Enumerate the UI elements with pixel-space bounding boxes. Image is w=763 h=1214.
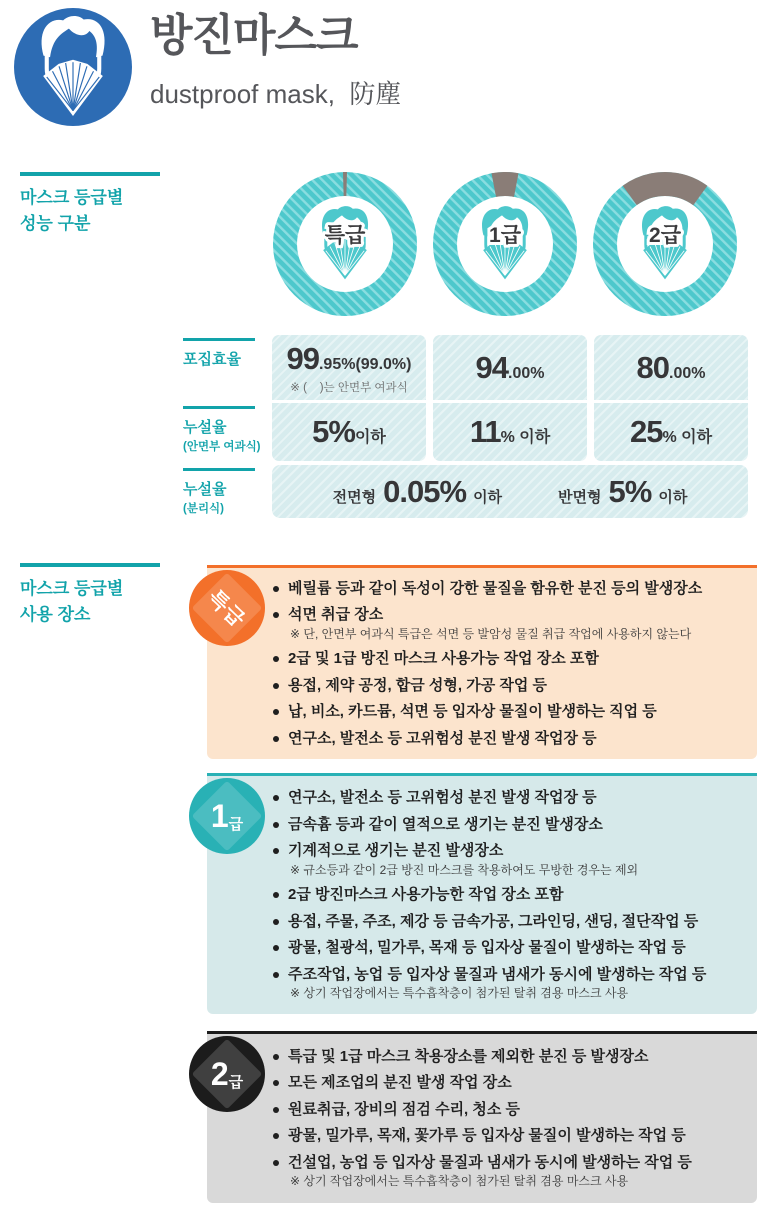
bullet-dot: [273, 1133, 279, 1139]
grade-donut-chart: [433, 172, 577, 316]
bullet-dot: [273, 1160, 279, 1166]
label-rule: [183, 338, 255, 341]
bullet-dot: [273, 892, 279, 898]
donut-grade-label: 2급: [649, 224, 681, 247]
usage-item-text: 광물, 밀가루, 목재, 꽃가루 등 입자상 물질이 발생하는 작업 등: [288, 1127, 686, 1145]
usage-item-list: [207, 568, 757, 759]
bullet-dot: [273, 795, 279, 801]
label-rule: [183, 468, 255, 471]
grade-badge: [189, 570, 265, 646]
bullet-dot: [273, 1080, 279, 1086]
grade-badge: [189, 778, 265, 854]
usage-item: [273, 605, 743, 642]
usage-item: [273, 965, 743, 1002]
bullet-dot: [273, 586, 279, 592]
usage-item-text: 납, 비소, 카드뮴, 석면 등 입자상 물질이 발생하는 직업 등: [288, 703, 657, 721]
usage-item: [273, 841, 743, 878]
bullet-dot: [273, 848, 279, 854]
usage-item-text: 연구소, 발전소 등 고위험성 분진 발생 작업장 등: [288, 789, 597, 807]
cell-leakage-special: 5% 이하: [272, 403, 426, 461]
logo-svg: [14, 8, 132, 126]
usage-item-text: 모든 제조업의 분진 발생 작업 장소: [288, 1074, 512, 1092]
usage-item-text: 주조작업, 농업 등 입자상 물질과 냄새가 동시에 발생하는 작업 등: [288, 965, 707, 983]
usage-item: [273, 1073, 743, 1093]
usage-item-text: 용접, 주물, 주조, 제강 등 금속가공, 그라인딩, 샌딩, 절단작업 등: [288, 912, 699, 930]
row-label-leakage-separable: 누설율 (분리식): [183, 468, 271, 516]
donut-grade-label: 1급: [489, 224, 521, 247]
usage-item-text: 건설업, 농업 등 입자상 물질과 냄새가 동시에 발생하는 작업 등: [288, 1153, 692, 1171]
bullet-dot: [273, 736, 279, 742]
usage-block-2: [207, 773, 757, 1014]
usage-item-list: [207, 1034, 757, 1203]
grade-donut-chart: [273, 172, 417, 316]
page-subtitle: dustproof mask, 防塵: [150, 79, 402, 110]
bullet-dot: [273, 919, 279, 925]
section-accent-bar: [20, 172, 160, 176]
grade-badge-label: 1: [210, 798, 229, 834]
usage-item-note: ※ 규소등과 같이 2급 방진 마스크를 착용하여도 무방한 경우는 제외: [290, 862, 639, 877]
grade-donut-charts: [273, 172, 737, 316]
donut-grade-label: 특급: [324, 224, 366, 247]
cell-footnote: ※ ( )는 안면부 여과식: [290, 381, 408, 394]
bullet-dot: [273, 709, 279, 715]
usage-item: [273, 885, 743, 905]
usage-item: [273, 815, 743, 835]
usage-item: [273, 788, 743, 808]
grade-badge-label: 2: [210, 1056, 229, 1092]
section-usage-label: [20, 563, 180, 629]
usage-item-note: ※ 단, 안면부 여과식 특급은 석면 등 발암성 물질 취급 작업에 사용하지 않는다: [290, 626, 692, 641]
section-title-line: 마스크 등급별: [20, 188, 124, 207]
usage-item-text: 원료취급, 장비의 점검 수리, 청소 등: [288, 1100, 521, 1118]
usage-item: [273, 702, 743, 722]
section-title-line: 성능 구분: [20, 214, 91, 234]
usage-item-text: 2급 방진마스크 사용가능한 작업 장소 포함: [288, 886, 564, 904]
usage-item: [273, 1153, 743, 1190]
usage-item-text: 석면 취급 장소: [288, 606, 384, 624]
usage-item-note: ※ 상기 작업장에서는 특수흡착층이 첨가된 탈취 겸용 마스크 사용: [290, 986, 629, 1001]
usage-item: [273, 938, 743, 958]
cell-efficiency-grade2: 80 .00%: [594, 335, 748, 400]
cell-leakage-grade2: 25 % 이하: [594, 403, 748, 461]
bullet-dot: [273, 972, 279, 978]
bullet-dot: [273, 822, 279, 828]
usage-item-text: 광물, 철광석, 밀가루, 목재 등 입자상 물질이 발생하는 작업 등: [288, 939, 686, 957]
cell-efficiency-special: 99 .95%(99.0%) ※ ( )는 안면부 여과식: [272, 335, 426, 400]
label-rule: [183, 406, 255, 409]
cell-leakage-grade1: 11 % 이하: [433, 403, 587, 461]
usage-item: [273, 649, 743, 669]
grade-badge: [189, 1036, 265, 1112]
usage-item: [273, 912, 743, 932]
row-label-collection-efficiency: 포집효율: [183, 338, 271, 369]
header-titles: [150, 12, 401, 111]
usage-block-3: [207, 1031, 757, 1203]
section-accent-bar: [20, 563, 160, 567]
grade-donut-chart: [593, 172, 737, 316]
grade-badge-label-suffix: 급: [228, 815, 244, 833]
usage-item: [273, 1100, 743, 1120]
grade-badge-label-suffix: 급: [228, 1073, 244, 1091]
usage-item-text: 용접, 제약 공정, 합금 성형, 가공 작업 등: [288, 676, 548, 694]
usage-item: [273, 729, 743, 749]
usage-item-text: 베릴륨 등과 같이 독성이 강한 물질을 함유한 분진 등의 발생장소: [288, 579, 703, 597]
usage-item-list: [207, 776, 757, 1014]
bullet-dot: [273, 1054, 279, 1060]
grade-badge-label: 특급: [202, 585, 250, 633]
usage-item-text: 금속흄 등과 같이 열적으로 생기는 분진 발생장소: [288, 815, 603, 833]
usage-block-1: [202, 565, 757, 759]
section-title-line: 사용 장소: [20, 605, 91, 625]
bullet-dot: [273, 1107, 279, 1113]
usage-item-text: 연구소, 발전소 등 고위험성 분진 발생 작업장 등: [288, 729, 597, 747]
section-title-line: 마스크 등급별: [20, 579, 124, 598]
bullet-dot: [273, 683, 279, 689]
page-title: 방진마스크: [150, 11, 358, 60]
cell-efficiency-grade1: 94 .00%: [433, 335, 587, 400]
row-label-leakage-facepiece: 누설율 (안면부 여과식): [183, 406, 271, 454]
usage-item: [273, 1047, 743, 1067]
usage-item-text: 기계적으로 생기는 분진 발생장소: [288, 842, 504, 860]
mask-face-icon: [42, 16, 105, 115]
usage-item: [273, 1126, 743, 1146]
usage-item-text: 2급 및 1급 방진 마스크 사용가능 작업 장소 포함: [288, 650, 599, 668]
section-performance-label: [20, 172, 180, 238]
usage-item: [273, 579, 743, 599]
usage-item: [273, 676, 743, 696]
usage-item-text: 특급 및 1급 마스크 착용장소를 제외한 분진 등 발생장소: [288, 1047, 649, 1065]
bullet-dot: [273, 945, 279, 951]
bullet-dot: [273, 612, 279, 618]
bullet-dot: [273, 656, 279, 662]
cell-leakage-separable: 전면형 0.05% 이하 반면형 5% 이하: [272, 465, 748, 518]
usage-item-note: ※ 상기 작업장에서는 특수흡착층이 첨가된 탈취 겸용 마스크 사용: [290, 1174, 629, 1189]
dustproof-mask-logo-icon: [14, 8, 132, 126]
